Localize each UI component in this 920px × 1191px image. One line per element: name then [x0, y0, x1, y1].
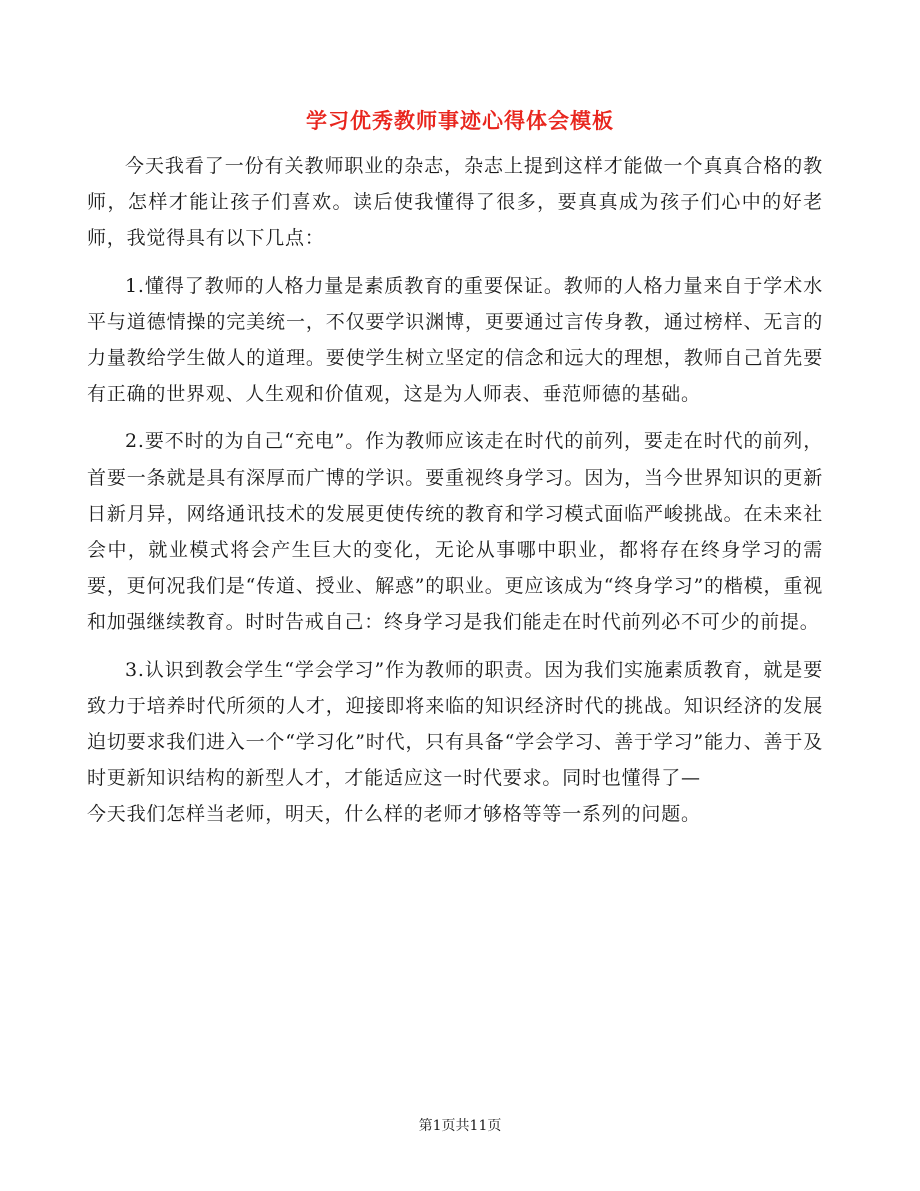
paragraph-intro: 今天我看了一份有关教师职业的杂志，杂志上提到这样才能做一个真真合格的教师，怎样才能让孩子们喜欢。读后使我懂得了很多，要真真成为孩子们心中的好老师，我觉得具有以下几点： — [87, 155, 823, 250]
paragraph-point-2: 2.要不时的为自己“充电”。作为教师应该走在时代的前列，要走在时代的前列，首要一条就是具有深厚而广博的学识。要重视终身学习。因为，当今世界知识的更新日新月异，网络通讯技术的发展更使传统的教育和学习模式面临严峻挑战。在未来社会中，就业模式将会产生巨大的变化，无论从事哪中职业，都将存在终身学习的需要，更何况我们是“传道、授业、解惑”的职业。更应该成为“终身学习”的楷模，重视和加强继续教育。时时告戒自己：终身学习是我们能走在时代前列必不可少的前提。 — [87, 430, 823, 634]
paragraph-point-1: 1.懂得了教师的人格力量是素质教育的重要保证。教师的人格力量来自于学术水平与道德情操的完美统一，不仅要学识渊博，更要通过言传身教，通过榜样、无言的力量教给学生做人的道理。要使学生树立坚定的信念和远大的理想，教师自己首先要有正确的世界观、人生观和价值观，这是为人师表、垂范师德的基础。 — [87, 274, 823, 406]
paragraph-point-3: 3.认识到教会学生“学会学习”作为教师的职责。因为我们实施素质教育，就是要致力于培养时代所须的人才，迎接即将来临的知识经济时代的挑战。知识经济的发展迫切要求我们进入一个“学习化”时代，只有具备“学会学习、善于学习”能力、善于及时更新知识结构的新型人才，才能适应这一时代要求。同时也懂得了— — [87, 658, 823, 790]
document-title: 学习优秀教师事迹心得体会模板 — [306, 108, 614, 133]
paragraph-closing: 今天我们怎样当老师，明天，什么样的老师才够格等等一系列的问题。 — [87, 803, 701, 826]
page-number: 第1页共11页 — [418, 1118, 502, 1134]
document-body — [87, 148, 823, 833]
